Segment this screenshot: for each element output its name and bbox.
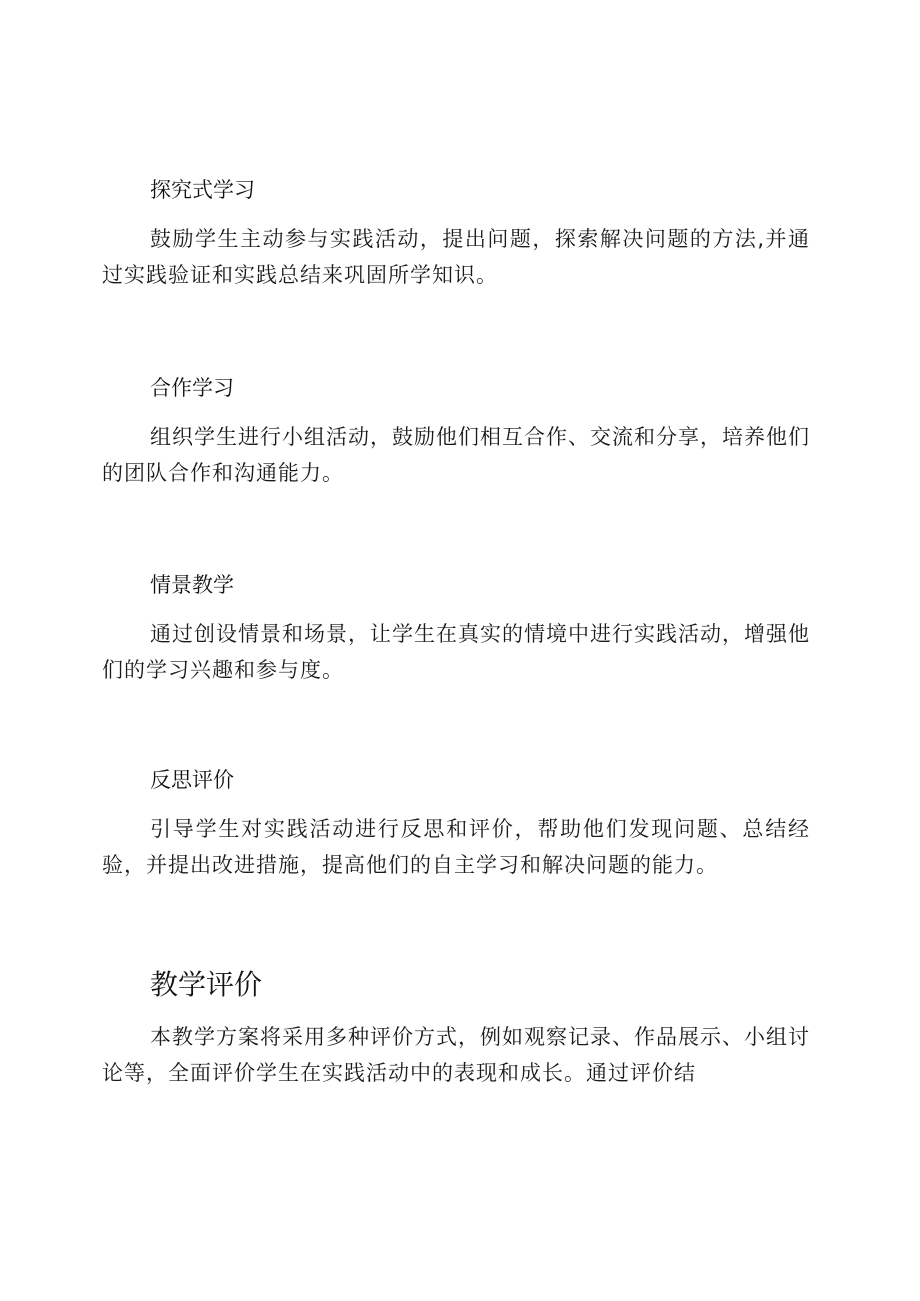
subsection-heading: 情景教学 (150, 573, 234, 597)
section-situational-teaching (102, 570, 810, 688)
subsection-paragraph: 鼓励学生主动参与实践活动，提出问题，探索解决问题的方法,并通过实践验证和实践总结来巩固所学知识。 (102, 227, 810, 287)
subsection-paragraph: 通过创设情景和场景，让学生在真实的情境中进行实践活动，增强他们的学习兴趣和参与度。 (102, 622, 810, 682)
subsection-paragraph: 引导学生对实践活动进行反思和评价，帮助他们发现问题、总结经验，并提出改进措施，提高他们的自主学习和解决问题的能力。 (102, 817, 810, 877)
subsection-heading: 探究式学习 (150, 178, 255, 202)
section-inquiry-learning (102, 175, 810, 293)
subsection-paragraph: 组织学生进行小组活动，鼓励他们相互合作、交流和分享，培养他们的团队合作和沟通能力。 (102, 425, 810, 485)
section-cooperative-learning (102, 373, 810, 491)
section-heading: 教学评价 (150, 968, 263, 1001)
subsection-heading: 反思评价 (150, 768, 234, 792)
section-teaching-evaluation (102, 965, 810, 1091)
section-paragraph: 本教学方案将采用多种评价方式，例如观察记录、作品展示、小组讨论等，全面评价学生在实践活动中的表现和成长。通过评价结 (102, 1025, 810, 1085)
section-reflective-evaluation (102, 765, 810, 883)
subsection-heading: 合作学习 (150, 376, 234, 400)
